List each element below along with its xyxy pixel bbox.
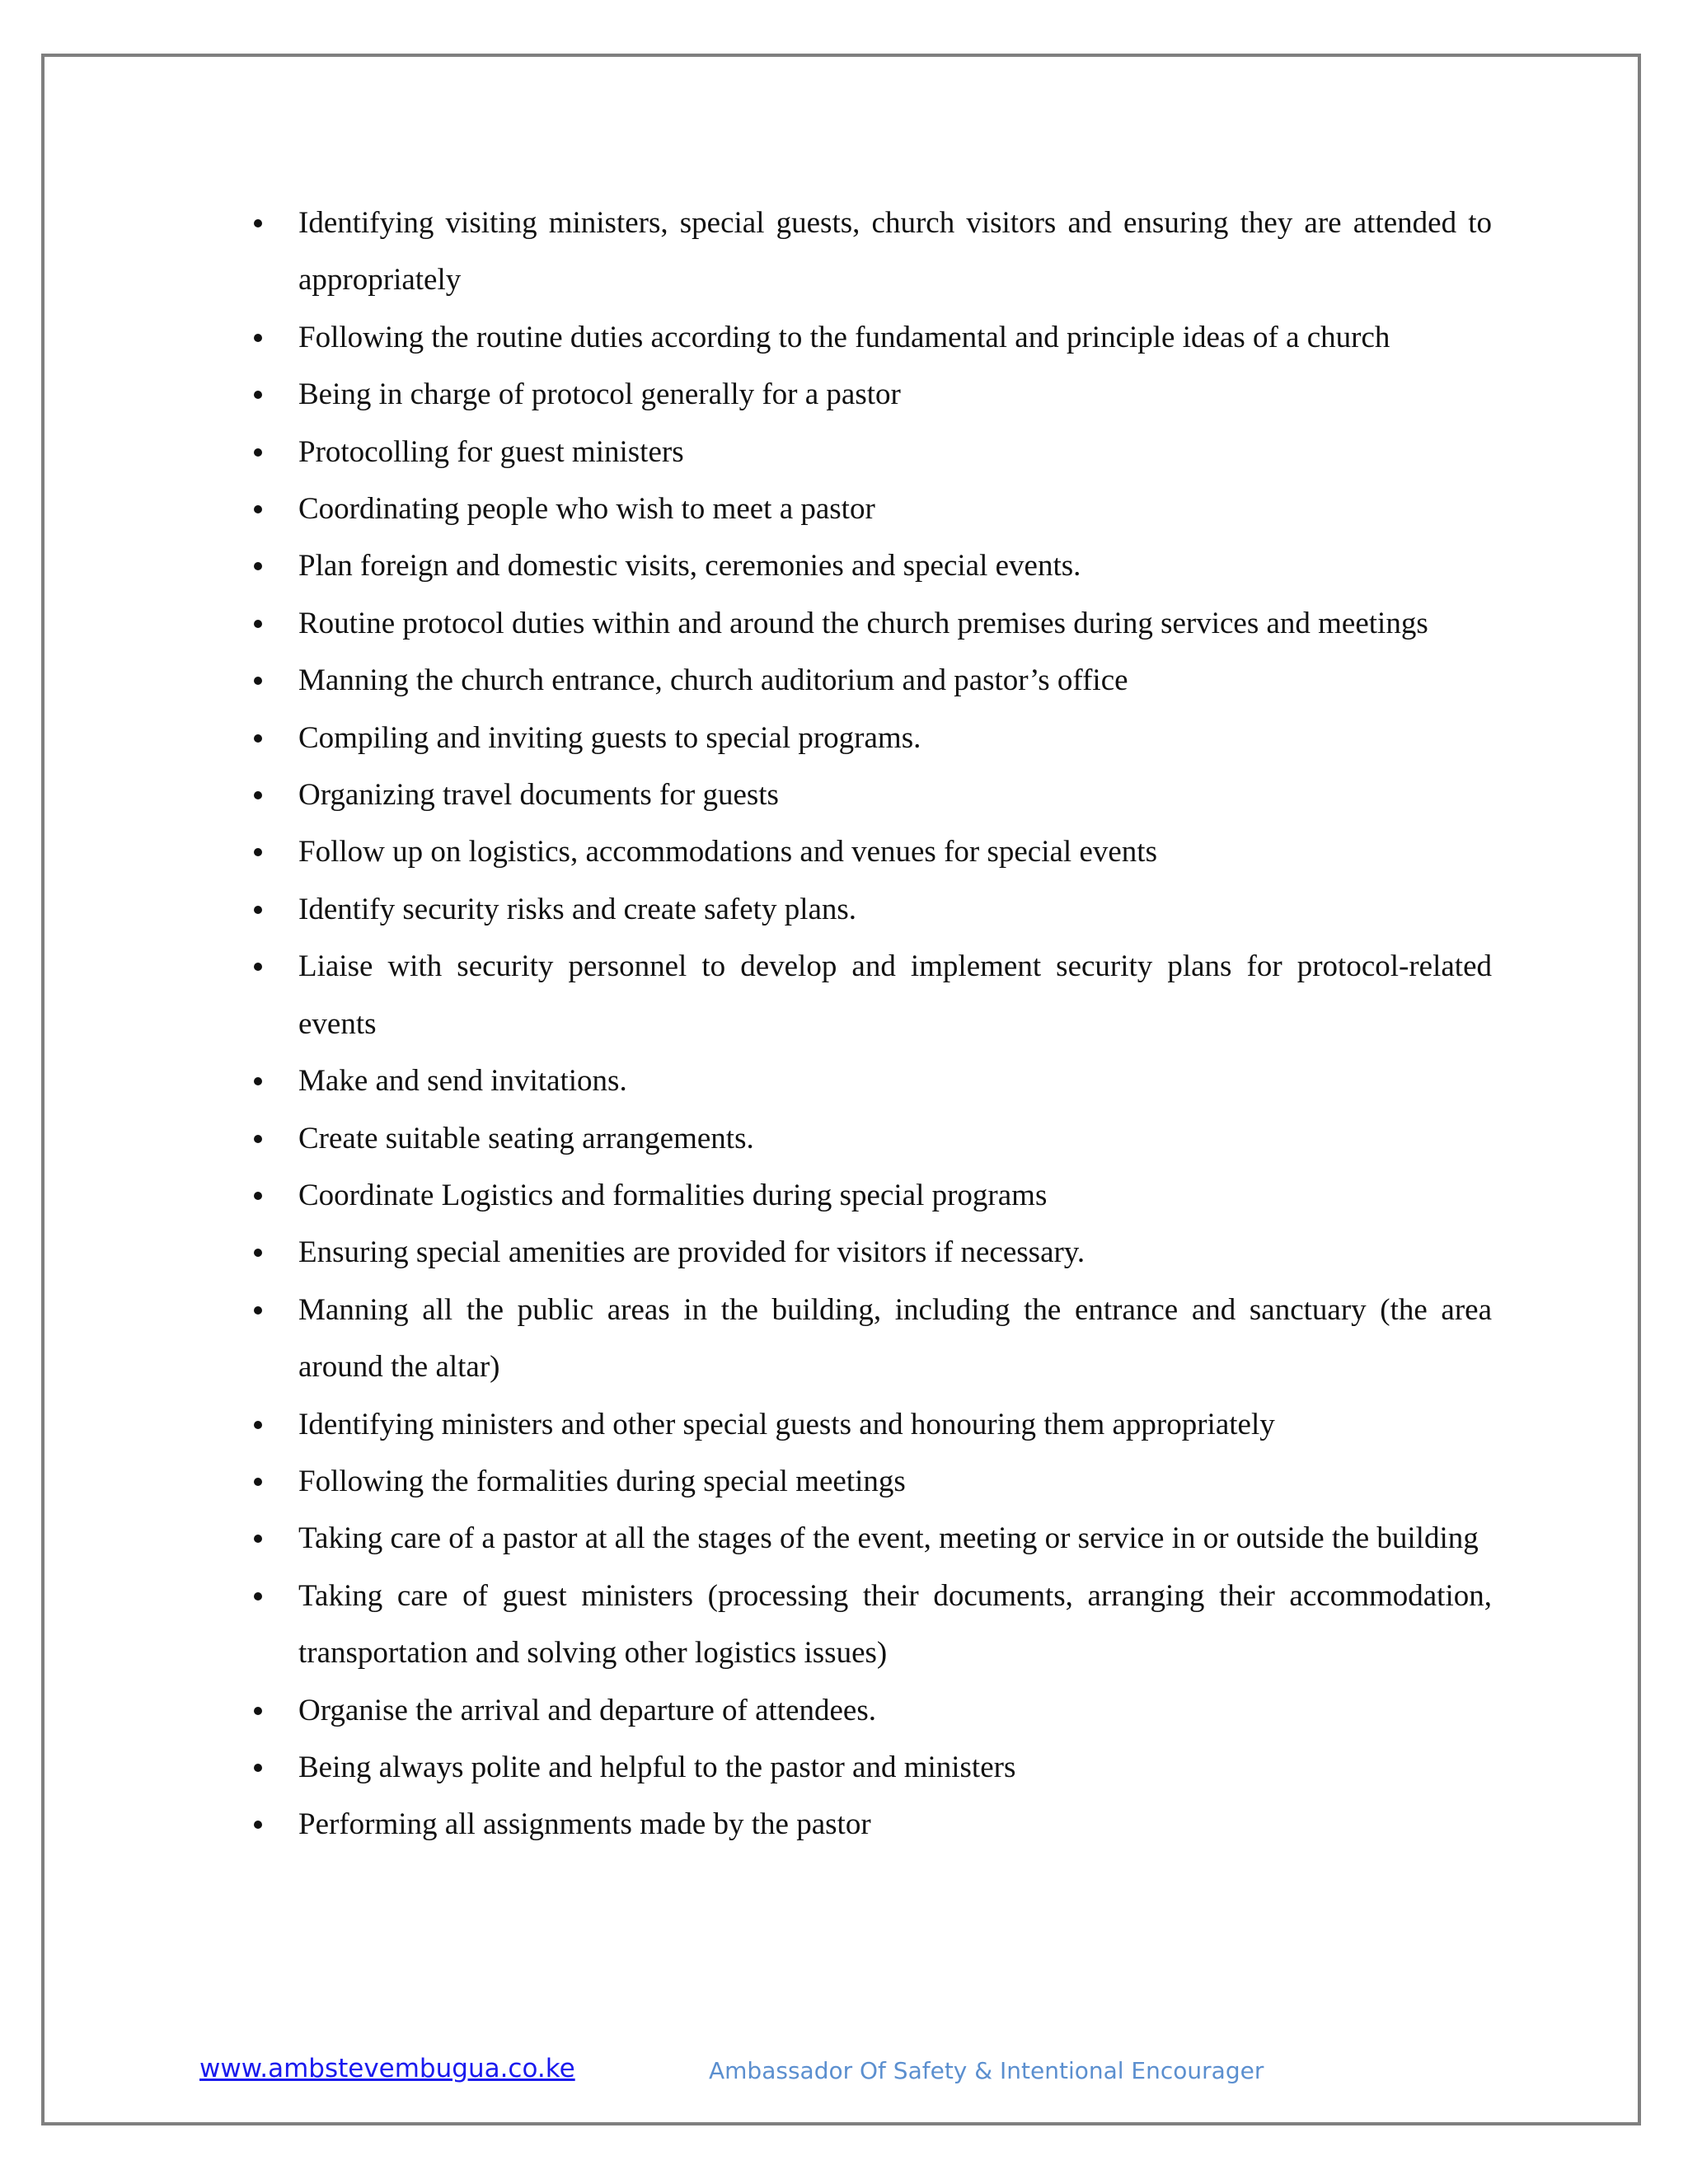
list-item: Organise the arrival and departure of attendees. bbox=[298, 1682, 1492, 1739]
list-item: Create suitable seating arrangements. bbox=[298, 1110, 1492, 1167]
list-item: Plan foreign and domestic visits, ceremonies and special events. bbox=[298, 537, 1492, 594]
list-item: Follow up on logistics, accommodations and venues for special events bbox=[298, 823, 1492, 880]
list-item: Following the formalities during special meetings bbox=[298, 1453, 1492, 1510]
list-item: Being always polite and helpful to the pastor and ministers bbox=[298, 1739, 1492, 1796]
list-item: Liaise with security personnel to develop and implement security plans for protocol-related events bbox=[298, 938, 1492, 1052]
list-item: Identify security risks and create safety plans. bbox=[298, 881, 1492, 938]
list-item: Performing all assignments made by the pastor bbox=[298, 1796, 1492, 1853]
list-item: Compiling and inviting guests to special programs. bbox=[298, 710, 1492, 766]
duties-list bbox=[298, 194, 1492, 1854]
list-item: Identifying ministers and other special guests and honouring them appropriately bbox=[298, 1396, 1492, 1453]
website-link[interactable]: www.ambstevembugua.co.ke bbox=[199, 2054, 575, 2083]
list-item: Manning the church entrance, church auditorium and pastor’s office bbox=[298, 652, 1492, 709]
list-item: Coordinating people who wish to meet a pastor bbox=[298, 480, 1492, 537]
list-item: Routine protocol duties within and around the church premises during services and meetings bbox=[298, 595, 1492, 652]
list-item: Organizing travel documents for guests bbox=[298, 766, 1492, 823]
list-item: Taking care of a pastor at all the stages of the event, meeting or service in or outside the building bbox=[298, 1510, 1492, 1567]
footer-tagline: Ambassador Of Safety & Intentional Encourager bbox=[709, 2057, 1264, 2084]
list-item: Taking care of guest ministers (processing their documents, arranging their accommodation, transportation and solving other logistics issues) bbox=[298, 1568, 1492, 1682]
list-item: Following the routine duties according to the fundamental and principle ideas of a church bbox=[298, 309, 1492, 366]
list-item: Make and send invitations. bbox=[298, 1052, 1492, 1109]
list-item: Manning all the public areas in the building, including the entrance and sanctuary (the area around the altar) bbox=[298, 1282, 1492, 1396]
list-item: Identifying visiting ministers, special guests, church visitors and ensuring they are attended to appropriately bbox=[298, 194, 1492, 309]
list-item: Ensuring special amenities are provided for visitors if necessary. bbox=[298, 1224, 1492, 1281]
list-item: Coordinate Logistics and formalities during special programs bbox=[298, 1167, 1492, 1224]
list-item: Being in charge of protocol generally for a pastor bbox=[298, 366, 1492, 423]
list-item: Protocolling for guest ministers bbox=[298, 424, 1492, 480]
